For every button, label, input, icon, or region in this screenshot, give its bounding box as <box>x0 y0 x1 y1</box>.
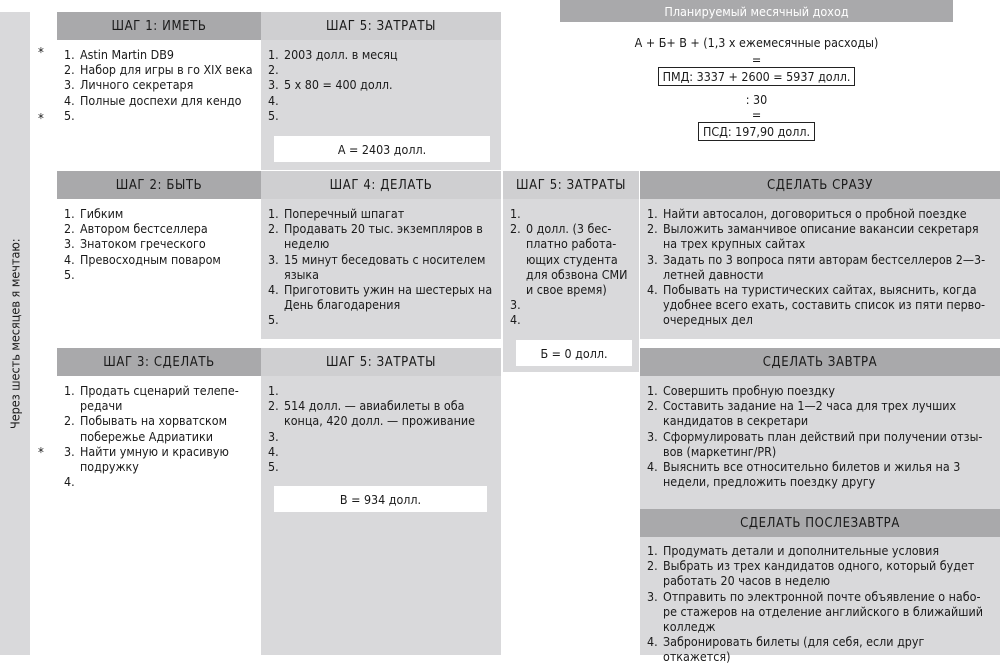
list-item: 2. Автором бестселлера <box>64 221 208 237</box>
list-item: 3. Знатоком греческого <box>64 236 206 252</box>
list-item: 3. Найти умную и красивую подружку <box>64 443 229 475</box>
list-item: 3. Отправить по электронной почте объявление о набо-ре стажеров на отделение английского в ближайший колледж <box>647 588 983 635</box>
priority-star: * <box>38 46 44 61</box>
list-item: 3. 15 минут беседовать с носителем языка <box>268 251 486 282</box>
list-item: 4. <box>510 312 521 328</box>
do3-cost-list <box>268 383 494 474</box>
list-item: 4. Забронировать билеты (для себя, если друг откажется) <box>647 634 925 665</box>
list-item: 4. Превосходным поваром <box>64 251 221 267</box>
now-list <box>647 206 993 328</box>
list-item: 3. <box>510 297 521 313</box>
list-item: 1. <box>268 383 279 398</box>
priority-star: * <box>38 112 44 127</box>
list-item: 1. <box>510 206 521 221</box>
plan-title: Планируемый месячный доход <box>560 0 953 22</box>
list-item: 4. Приготовить ужин на шестерых на День благодарения <box>268 282 493 313</box>
list-item: 3. Сформулировать план действий при получении отзы-вов (маркетинг/PR) <box>647 428 983 459</box>
plan-psd-row <box>560 122 953 141</box>
do-cost-total: Б = 0 долл. <box>516 340 632 366</box>
plan-pmd: ПМД: 3337 + 2600 = 5937 долл. <box>658 67 856 86</box>
be-title: ШАГ 2: БЫТЬ <box>115 177 203 193</box>
plan-pmd-row <box>560 67 953 86</box>
list-item: 1. Продумать детали и дополнительные условия <box>647 543 940 558</box>
list-item: 5. <box>268 459 279 475</box>
after-title: СДЕЛАТЬ ПОСЛЕЗАВТРА <box>740 515 900 531</box>
have-cost-title: ШАГ 5: ЗАТРАТЫ <box>325 18 436 34</box>
list-item: 3. 5 х 80 = 400 долл. <box>268 77 393 93</box>
list-item: 1. Совершить пробную поездку <box>647 383 835 398</box>
list-item: 1. Гибким <box>64 206 124 221</box>
be-list <box>64 206 254 282</box>
do-cost-title: ШАГ 5: ЗАТРАТЫ <box>515 177 626 193</box>
tomorrow-header <box>640 348 1000 376</box>
do-step4-title: ШАГ 4: ДЕЛАТЬ <box>329 177 433 193</box>
list-item: 1. Продать сценарий телепе-редачи <box>64 383 239 414</box>
do-cost-header <box>503 171 639 199</box>
list-item: 2. Выложить заманчивое описание вакансии секретаря на трех крупных сайтах <box>647 221 979 252</box>
have-cost-list <box>268 47 494 123</box>
list-item: 4. Побывать на туристических сайтах, выяснить, когда удобнее всего ехать, составить список из пяти перво-очередных дел <box>647 282 986 328</box>
list-item: 4. <box>268 443 279 459</box>
have-title: ШАГ 1: ИМЕТЬ <box>111 18 207 34</box>
do-step4-list <box>268 206 494 328</box>
list-item: 2. 514 долл. — авиабилеты в оба конца, 420 долл. — проживание <box>268 398 475 429</box>
tomorrow-list <box>647 383 993 489</box>
side-label: Через шесть месяцев я мечтаю: <box>7 238 23 429</box>
list-item: 1. Astin Martin DB9 <box>64 47 174 62</box>
list-item: 3. <box>268 428 279 444</box>
do-step4-header <box>261 171 501 199</box>
plan-divide: : 30 <box>745 92 768 107</box>
priority-star: * <box>38 446 44 461</box>
do3-cost-header <box>261 348 501 376</box>
plan-equals: = <box>751 52 762 67</box>
tomorrow-title: СДЕЛАТЬ ЗАВТРА <box>762 354 878 370</box>
list-item: 4. Выяснить все относительно билетов и жилья на 3 недели, предложить поездку другу <box>647 459 961 490</box>
list-item: 3. Личного секретаря <box>64 77 194 93</box>
have-header <box>57 12 261 40</box>
list-item: 2. <box>268 62 279 78</box>
do3-cost-title: ШАГ 5: ЗАТРАТЫ <box>325 354 436 370</box>
list-item: 1. Найти автосалон, договориться о пробной поездке <box>647 206 967 221</box>
do-cost-list <box>510 206 634 328</box>
do3-title: ШАГ 3: СДЕЛАТЬ <box>103 354 215 370</box>
list-item: 2. Набор для игры в го XIX века <box>64 62 253 78</box>
list-item: 2. Составить задание на 1—2 часа для трех лучших кандидатов в секретари <box>647 398 957 429</box>
list-item: 3. Задать по 3 вопроса пяти авторам бестселлеров 2—3-летней давности <box>647 251 986 282</box>
do3-header <box>57 348 261 376</box>
have-list <box>64 47 254 123</box>
plan-formula-block <box>560 35 953 141</box>
list-item: 5. <box>268 312 279 328</box>
list-item: 2. Выбрать из трех кандидатов одного, который будет работать 20 часов в неделю <box>647 558 975 589</box>
have-cost-header <box>261 12 501 40</box>
list-item: 5. <box>64 266 75 282</box>
list-item: 4. <box>268 92 279 108</box>
now-title: СДЕЛАТЬ СРАЗУ <box>766 177 874 193</box>
list-item: 4. <box>64 474 75 490</box>
list-item: 4. Полные доспехи для кендо <box>64 92 242 108</box>
plan-equals: = <box>751 107 762 122</box>
be-header <box>57 171 261 199</box>
list-item: 2. Продавать 20 тыс. экземпляров в неделю <box>268 221 483 252</box>
do3-cost-total: В = 934 долл. <box>274 486 487 512</box>
now-header <box>640 171 1000 199</box>
list-item: 5. <box>64 107 75 123</box>
have-cost-total: A = 2403 долл. <box>274 136 490 162</box>
list-item: 2. Побывать на хорватском побережье Адриатики <box>64 413 228 444</box>
plan-psd: ПСД: 197,90 долл. <box>698 122 815 141</box>
list-item: 2. 0 долл. (3 бес-платно работа-ющих студента для обзвона СМИ и свое время) <box>510 221 628 298</box>
plan-formula: А + Б+ В + (1,3 х ежемесячные расходы) <box>634 35 879 50</box>
after-list <box>647 543 993 665</box>
after-header <box>640 509 1000 537</box>
list-item: 5. <box>268 107 279 123</box>
do3-list <box>64 383 254 489</box>
list-item: 1. Поперечный шпагат <box>268 206 405 221</box>
list-item: 1. 2003 долл. в месяц <box>268 47 398 62</box>
